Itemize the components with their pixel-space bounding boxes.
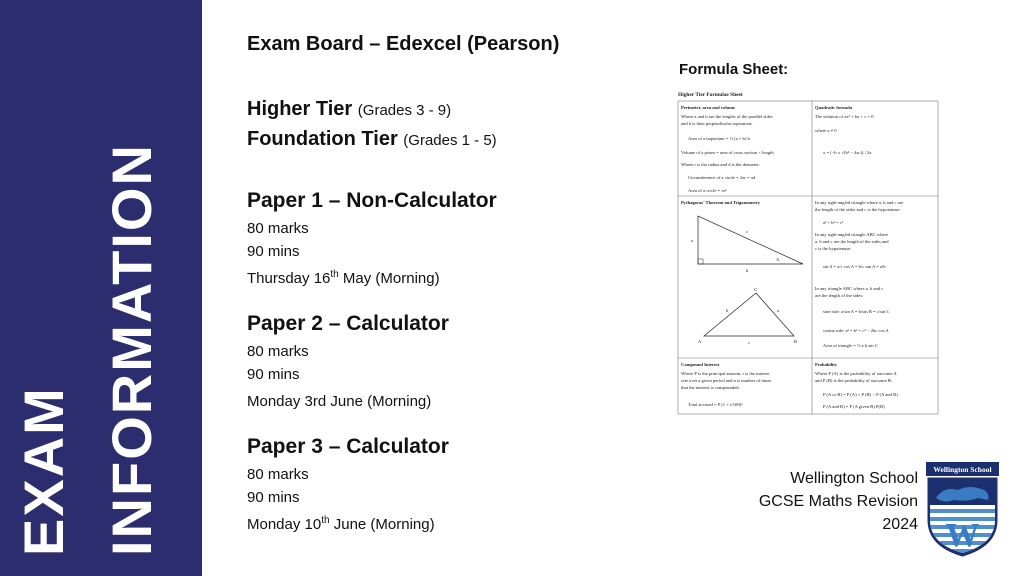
- formula-sheet-image: [676, 88, 940, 416]
- tri-label: c: [746, 229, 749, 234]
- sheet-section-quadratic: Quadratic formula: [815, 105, 853, 110]
- paper-3-date: Monday 10th June (Morning): [247, 515, 435, 533]
- tri-label: B: [794, 339, 798, 344]
- sheet-line: In any right-angled triangle where a, b and c are: [815, 200, 904, 205]
- general-triangle: [704, 293, 794, 336]
- crest-text: Wellington School: [933, 465, 992, 474]
- sheet-line: the length of the sides and c is the hypotenuse:: [815, 207, 901, 212]
- sheet-line: and h is their perpendicular separation:: [681, 121, 753, 126]
- foundation-tier: [247, 128, 497, 151]
- paper-2-time: 90 mins: [247, 366, 300, 383]
- school-info: [698, 467, 918, 536]
- higher-tier-name: Higher Tier: [247, 98, 353, 120]
- sheet-line: sine rule: a/sin A = b/sin B = c/sin C: [823, 309, 890, 314]
- tri-label: a: [691, 238, 694, 243]
- paper-3-time: 90 mins: [247, 489, 300, 506]
- sheet-line: a² + b² = c²: [823, 220, 844, 225]
- sheet-line: where a ≠ 0: [815, 128, 837, 133]
- sheet-line: Volume of a prism = area of cross section × length: [681, 150, 774, 155]
- sheet-section-probability: Probability: [815, 362, 838, 367]
- school-name: Wellington School: [790, 470, 918, 487]
- paper-3-block: [247, 435, 577, 536]
- sheet-section-perimeter: Perimeter, area and volume: [681, 105, 736, 110]
- sheet-line: Area of triangle = ½ a b sin C: [823, 343, 878, 348]
- paper-1-time: 90 mins: [247, 243, 300, 260]
- sheet-line: Area of a trapezium = ½ (a + b) h: [688, 136, 750, 141]
- course-year: 2024: [882, 516, 918, 533]
- sheet-line: Where r is the radius and d is the diameter:: [681, 162, 760, 167]
- formula-sheet-label: Formula Sheet:: [679, 61, 789, 78]
- sheet-section-compound: Compound Interest: [681, 362, 720, 367]
- sheet-line: P (A or B) = P (A) + P (B) − P (A and B): [823, 392, 898, 397]
- sheet-line: c is the hypotenuse:: [815, 246, 852, 251]
- paper-2-title: Paper 2 – Calculator: [247, 312, 449, 335]
- paper-1-marks: 80 marks: [247, 220, 309, 237]
- foundation-tier-grades: (Grades 1 - 5): [403, 132, 497, 149]
- sheet-line: x = (−b ± √(b² − 4ac)) / 2a: [823, 150, 872, 155]
- sheet-line: a, b and c are the length of the sides and: [815, 239, 889, 244]
- sheet-line: rate over a given period and n is number of times: [681, 378, 772, 383]
- paper-2-date: Monday 3rd June (Morning): [247, 393, 432, 410]
- course-name: GCSE Maths Revision: [758, 493, 918, 510]
- foundation-tier-name: Foundation Tier: [247, 128, 398, 150]
- sheet-line: are the length of the sides:: [815, 293, 864, 298]
- exam-board-heading: Exam Board – Edexcel (Pearson): [247, 33, 560, 55]
- sheet-line: Where a and b are the lengths of the parallel sides: [681, 114, 773, 119]
- sheet-heading: Higher Tier Formulae Sheet: [678, 92, 743, 98]
- school-crest-logo: [924, 460, 1001, 558]
- tri-label: c: [748, 340, 751, 345]
- sheet-line: In any right-angled triangle ABC where: [815, 232, 889, 237]
- paper-3-marks: 80 marks: [247, 466, 309, 483]
- sidebar-title-exam: EXAM: [12, 386, 75, 556]
- paper-3-title: Paper 3 – Calculator: [247, 435, 449, 458]
- sheet-section-pythagoras: Pythagoras' Theorem and Trigonometry: [681, 200, 761, 205]
- sheet-line: Total accrued = P (1 + r/100)ⁿ: [688, 402, 743, 407]
- tri-label: A: [698, 339, 702, 344]
- paper-1-date: Thursday 16th May (Morning): [247, 269, 440, 287]
- sheet-line: Where P (A) is the probability of outcome A: [815, 371, 897, 376]
- tri-label: C: [754, 287, 758, 292]
- sheet-line: Circumference of a circle = 2πr = πd: [688, 175, 756, 180]
- tri-label: b: [746, 268, 749, 273]
- sheet-line: Area of a circle = πr²: [688, 188, 727, 193]
- higher-tier-grades: (Grades 3 - 9): [357, 102, 452, 119]
- crest-letter: W: [945, 517, 980, 554]
- tri-label: a: [777, 308, 780, 313]
- sheet-line: P (A and B) = P (A given B) P(B): [823, 404, 885, 409]
- sheet-line: that the interest is compounded:: [681, 385, 740, 390]
- paper-1-title: Paper 1 – Non-Calculator: [247, 189, 497, 212]
- sidebar-title-information: INFORMATION: [100, 143, 163, 556]
- sheet-line: and P (B) is the probability of outcome B:: [815, 378, 893, 383]
- sheet-line: cosine rule: a² = b² + c² − 2bc cos A: [823, 328, 889, 333]
- sheet-line: Where P is the principal amount, r is the interest: [681, 371, 770, 376]
- tri-label: A: [776, 257, 780, 262]
- sidebar-banner: [0, 0, 202, 576]
- paper-2-marks: 80 marks: [247, 343, 309, 360]
- right-triangle: [698, 216, 803, 264]
- sheet-line: The solution of ax² + bx + c = 0: [815, 114, 874, 119]
- paper-1-block: [247, 189, 577, 290]
- paper-2-block: [247, 312, 577, 413]
- sheet-line: sin A = a/c cos A = b/c tan A = a/b: [823, 264, 886, 269]
- sheet-line: In any triangle ABC where a, b and c: [815, 286, 884, 291]
- tri-label: b: [726, 308, 729, 313]
- higher-tier: [247, 98, 451, 121]
